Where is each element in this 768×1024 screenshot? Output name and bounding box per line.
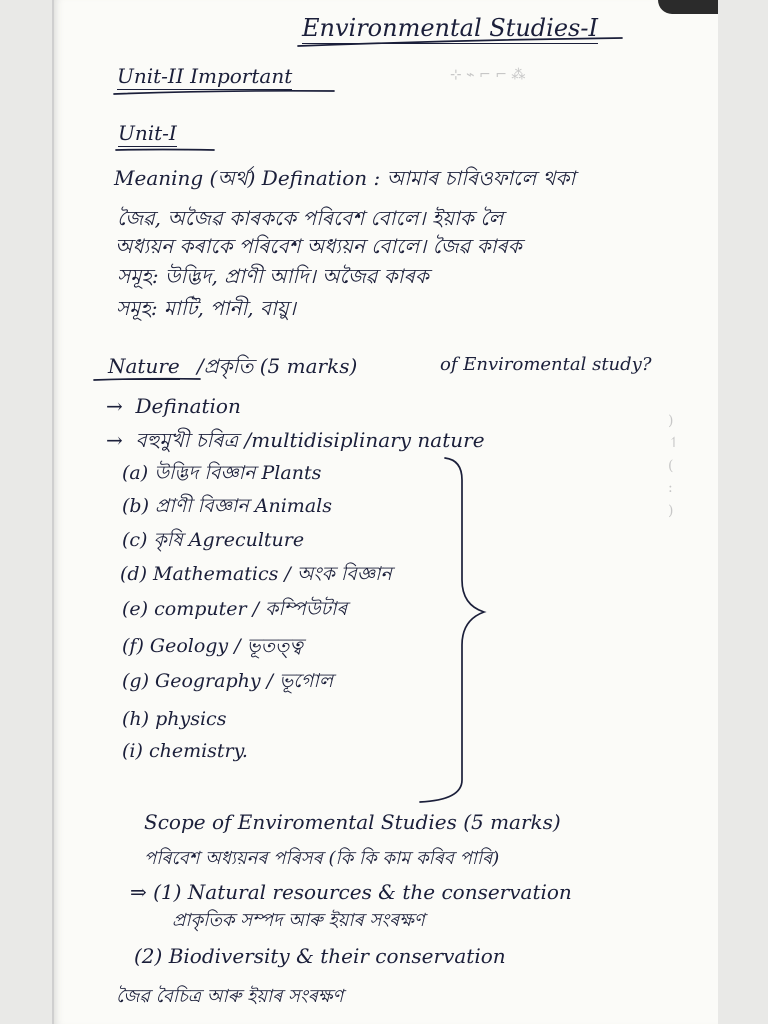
page-title: Environmental Studies-I (302, 14, 598, 42)
scope-item-2-bn: জৈৱ বৈচিত্ৰ আৰু ইয়াৰ সংৰক্ষণ (116, 986, 344, 1007)
nature-heading: Nature (108, 354, 180, 378)
title-underline (298, 38, 622, 46)
meaning-line-2: জৈৱ, অজৈৱ কাৰককে পৰিবেশ বোলে। ইয়াক লৈ (117, 206, 504, 230)
list-item: (a) উদ্ভিদ বিজ্ঞান Plants (122, 462, 322, 484)
nature-heading-tail: of Enviromental study? (440, 354, 652, 375)
bleed-through-mark: ) ↿ ( : ) (668, 413, 680, 519)
list-item: (b) প্ৰাণী বিজ্ঞান Animals (122, 495, 332, 517)
list-item: (i) chemistry. (122, 740, 248, 762)
meaning-line-5: সমূহ: মাটি, পানী, বায়ু। (116, 296, 296, 320)
meaning-line-4: সমূহ: উদ্ভিদ, প্ৰাণী আদি। অজৈৱ কাৰক (117, 264, 429, 288)
meaning-line-1: Meaning (অর্থ) Defination : আমাৰ চাৰিওফালে থকা (114, 166, 576, 190)
scope-heading: Scope of Enviromental Studies (5 marks) (144, 810, 561, 834)
arrow-item-definition-label: Defination (135, 394, 241, 418)
scope-item-2: (2) Biodiversity & their conservation (134, 944, 506, 968)
unit-1-heading: Unit-I (118, 121, 177, 145)
nature-underline (94, 379, 200, 380)
scope-item-1-bn: প্ৰাকৃতিক সম্পদ আৰু ইয়াৰ সংৰক্ষণ (172, 910, 425, 931)
nature-heading-bn: /প্ৰকৃতি (5 marks) (197, 354, 358, 378)
list-item: (d) Mathematics / অংক বিজ্ঞান (120, 563, 392, 585)
arrow-item-multidisciplinary-label: বহুমুখী চৰিত্ৰ /multidisiplinary nature (135, 428, 485, 452)
scope-subheading: পৰিবেশ অধ্যয়নৰ পৰিসৰ (কি কি কাম কৰিব পাৰি) (144, 848, 500, 869)
bleed-through-mark: ⊹ ⌁ ⌐ ⌐ ⁂ (450, 67, 526, 83)
scope-item-1: ⇒ (1) Natural resources & the conservation (130, 880, 572, 904)
unit-important-underline (114, 91, 334, 94)
curly-brace (420, 458, 484, 802)
arrow-item-definition: → Defination (106, 394, 241, 418)
unit-1-underline (116, 150, 214, 151)
list-item: (g) Geography / ভূগোল (122, 670, 333, 692)
meaning-line-3: অধ্যয়ন কৰাকে পৰিবেশ অধ্যয়ন বোলে। জৈৱ কাৰক (115, 234, 522, 258)
unit-important-heading: Unit-II Important (117, 64, 293, 88)
arrow-item-multidisciplinary: → বহুমুখী চৰিত্ৰ /multidisiplinary nature (106, 428, 485, 452)
list-item: (e) computer / কম্পিউটাৰ (122, 598, 348, 620)
list-item: (f) Geology / ভূতত্ত্ব (122, 635, 303, 657)
list-item: (h) physics (122, 708, 227, 730)
list-item: (c) কৃষি Agreculture (122, 529, 305, 551)
